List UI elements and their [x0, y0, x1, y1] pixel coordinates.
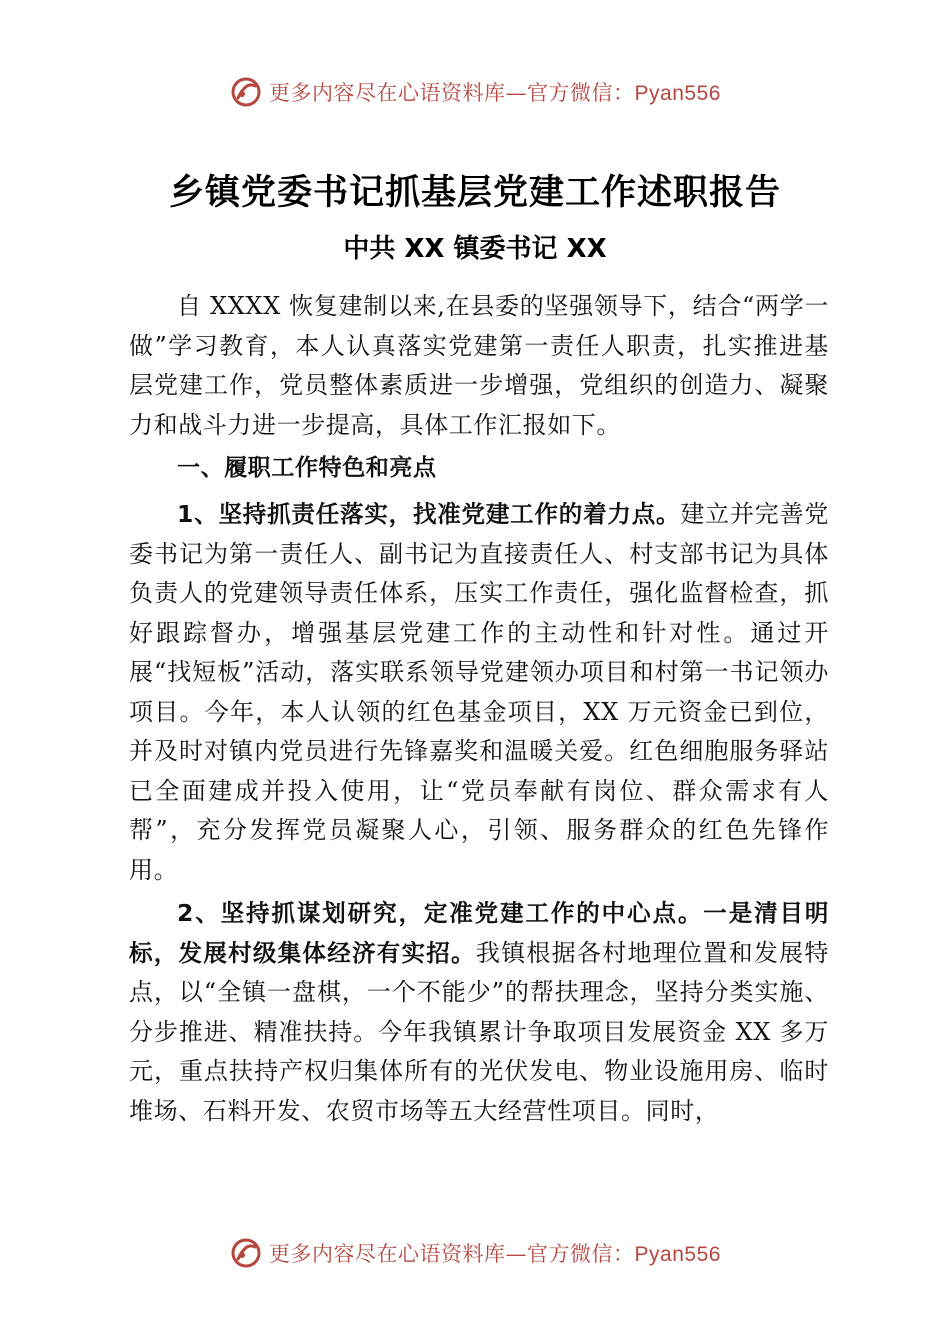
- item-1-lead: 1、坚持抓责任落实，找准党建工作的着力点。: [177, 500, 681, 528]
- item-1-text: 建立并完善党委书记为第一责任人、副书记为直接责任人、村支部书记为具体负责人的党建领导责任体系，压实工作责任，强化监督检查，抓好跟踪督办，增强基层党建工作的主动性和针对性。通过开展“找短板”活动，落实联系领导党建领办项目和村第一书记领办项目。今年，本人认领的红色基金项目，XX 万元资金已到位，并及时对镇内党员进行先锋嘉奖和温暖关爱。红色细胞服务驿站已全面建成并投入使用，让“党员奉献有岗位、群众需求有人帮”，充分发挥党员凝聚人心，引领、服务群众的红色先锋作用。: [129, 500, 829, 884]
- document-title: 乡镇党委书记抓基层党建工作述职报告: [168, 172, 781, 213]
- document-subtitle: 中共 XX 镇委书记 XX: [343, 234, 607, 264]
- watermark-header: [0, 70, 950, 114]
- intro-paragraph: 自 XXXX 恢复建制以来,在县委的坚强领导下，结合“两学一做”学习教育，本人认真落实党建第一责任人职责，扎实推进基层党建工作，党员整体素质进一步增强，党组织的创造力、凝聚力和战斗力进一步提高，具体工作汇报如下。: [129, 292, 829, 439]
- section-heading: 一、履职工作特色和亮点: [177, 455, 437, 481]
- item-1-paragraph: [129, 495, 829, 890]
- watermark-text: 更多内容尽在心语资料库—官方微信：Pyan556: [269, 81, 721, 105]
- watermark-logo-icon: [229, 1236, 263, 1270]
- watermark-text: 更多内容尽在心语资料库—官方微信：Pyan556: [269, 1242, 721, 1266]
- watermark-footer: [0, 1231, 950, 1275]
- item-2-lead: 2、坚持抓谋划研究，定准党建工作的中心点。一是清目明标，发展村级集体经济有实招。: [129, 899, 829, 967]
- watermark-logo-icon: [229, 75, 263, 109]
- document-body: [129, 287, 829, 1131]
- item-2-paragraph: [129, 894, 829, 1131]
- item-2-text: 我镇根据各村地理位置和发展特点，以“全镇一盘棋，一个不能少”的帮扶理念，坚持分类实施、分步推进、精准扶持。今年我镇累计争取项目发展资金 XX 多万元，重点扶持产权归集体所有的光伏发电、物业设施用房、临时堆场、石料开发、农贸市场等五大经营性项目。同时，: [129, 938, 829, 1125]
